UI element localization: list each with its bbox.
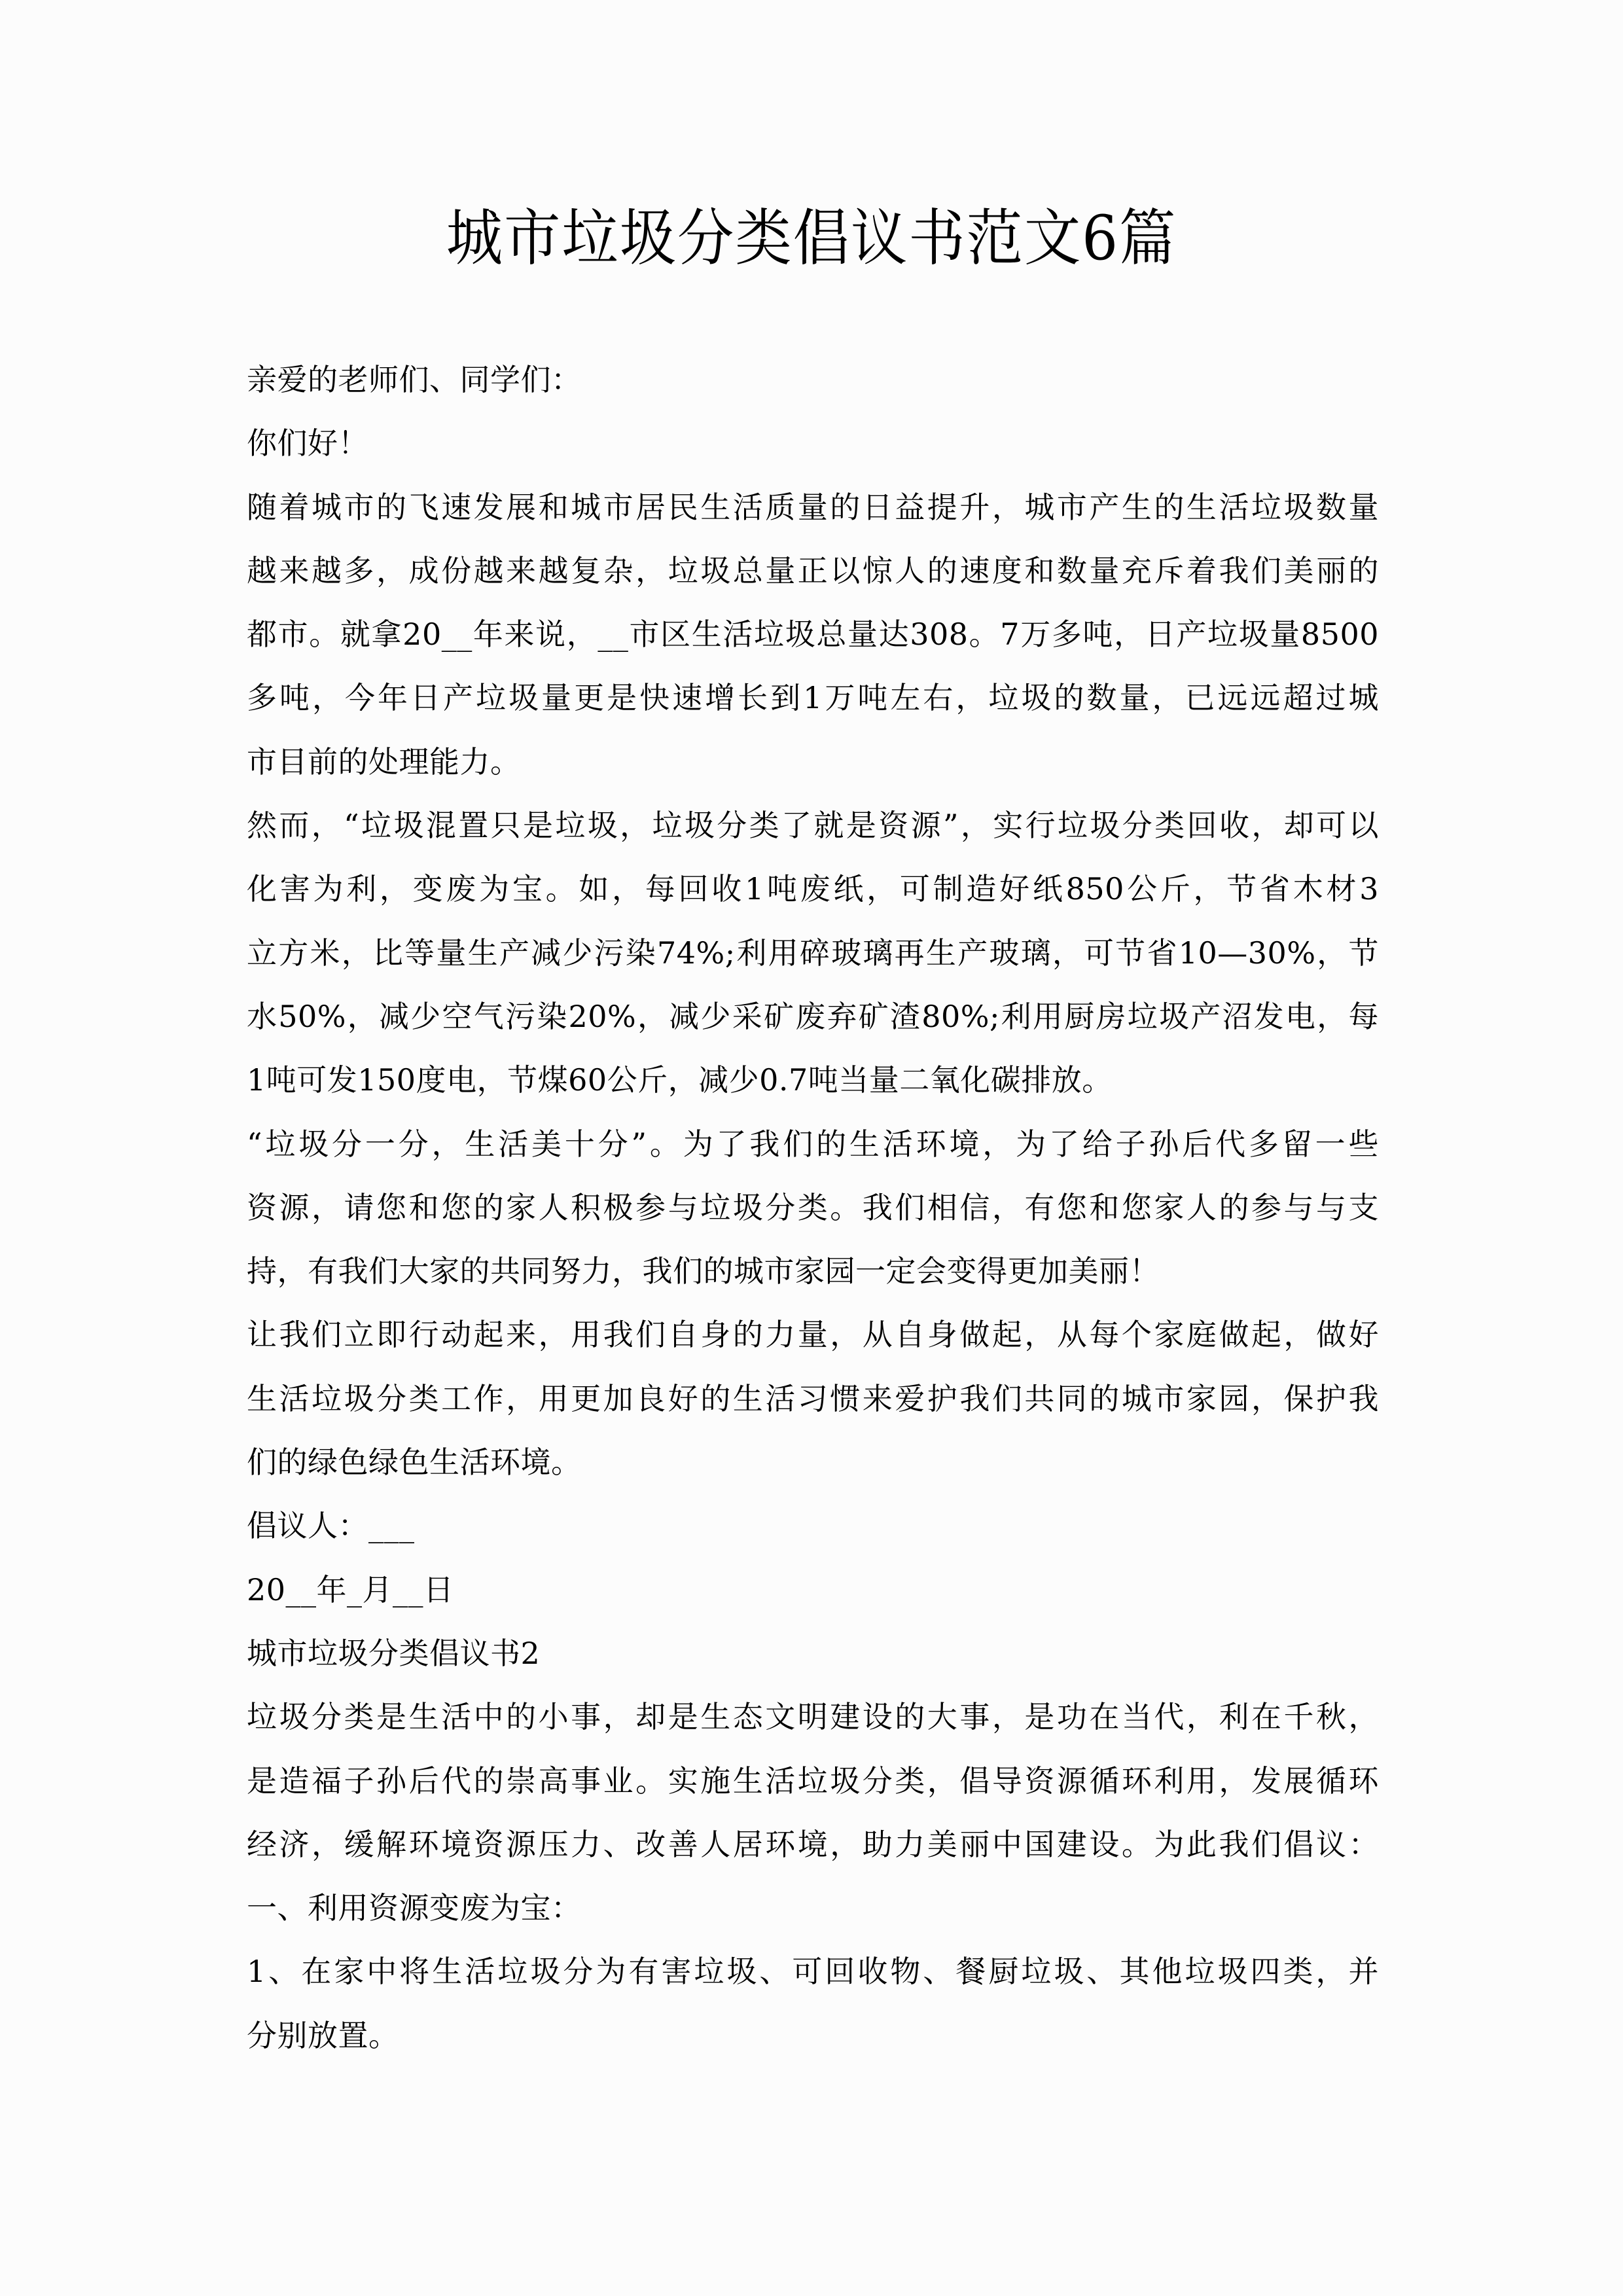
- document-body: [247, 348, 1379, 2068]
- paragraph-line: 市目前的处理能力。: [247, 744, 521, 780]
- subheading-line: 一、利用资源变废为宝：: [247, 1890, 582, 1926]
- paragraph-line: 越来越多，成份越来越复杂，垃圾总量正以惊人的速度和数量充斥着我们美丽的: [247, 552, 1379, 588]
- paragraph-line: “垃圾分一分，生活美十分”。为了我们的生活环境，为了给子孙后代多留一些: [247, 1126, 1379, 1162]
- list-item-line: 分别放置。: [247, 2017, 399, 2053]
- signature-line: 倡议人：___: [247, 1508, 415, 1544]
- paragraph-line: 随着城市的飞速发展和城市居民生活质量的日益提升，城市产生的生活垃圾数量: [247, 489, 1379, 525]
- paragraph-line: 资源，请您和您的家人积极参与垃圾分类。我们相信，有您和您家人的参与与支: [247, 1189, 1379, 1225]
- list-item-line: 1、在家中将生活垃圾分为有害垃圾、可回收物、餐厨垃圾、其他垃圾四类，并: [247, 1954, 1379, 1990]
- paragraph-line: 是造福子孙后代的崇高事业。实施生活垃圾分类，倡导资源循环利用，发展循环: [247, 1763, 1379, 1799]
- date-line: 20__年_月__日: [247, 1571, 454, 1607]
- paragraph-line: 持，有我们大家的共同努力，我们的城市家园一定会变得更加美丽！: [247, 1253, 1160, 1289]
- paragraph-line: 垃圾分类是生活中的小事，却是生态文明建设的大事，是功在当代，利在千秋，: [247, 1699, 1379, 1735]
- paragraph-line: 们的绿色绿色生活环境。: [247, 1444, 582, 1480]
- paragraph-line: 化害为利，变废为宝。如，每回收1吨废纸，可制造好纸850公斤，节省木材3: [247, 871, 1379, 907]
- paragraph-line: 水50%，减少空气污染20%，减少采矿废弃矿渣80%;利用厨房垃圾产沼发电，每: [247, 998, 1379, 1034]
- salutation-line: 亲爱的老师们、同学们：: [247, 362, 582, 397]
- paragraph-line: 多吨，今年日产垃圾量更是快速增长到1万吨左右，垃圾的数量，已远远超过城: [247, 680, 1379, 716]
- paragraph-line: 经济，缓解环境资源压力、改善人居环境，助力美丽中国建设。为此我们倡议：: [247, 1826, 1379, 1862]
- paragraph-line: 生活垃圾分类工作，用更加良好的生活习惯来爱护我们共同的城市家园，保护我: [247, 1380, 1379, 1416]
- greeting-line: 你们好！: [247, 425, 368, 461]
- paragraph-line: 让我们立即行动起来，用我们自身的力量，从自身做起，从每个家庭做起，做好: [247, 1317, 1379, 1353]
- paragraph-line: 1吨可发150度电，节煤60公斤，减少0.7吨当量二氧化碳排放。: [247, 1062, 1113, 1098]
- document-title: 城市垃圾分类倡议书范文6篇: [446, 203, 1177, 274]
- paragraph-line: 立方米，比等量生产减少污染74%;利用碎玻璃再生产玻璃，可节省10—30%，节: [247, 935, 1379, 971]
- paragraph-line: 都市。就拿20__年来说，__市区生活垃圾总量达308。7万多吨，日产垃圾量8500: [247, 617, 1379, 653]
- paragraph-line: 然而，“垃圾混置只是垃圾，垃圾分类了就是资源”，实行垃圾分类回收，却可以: [247, 808, 1379, 844]
- section-heading: 城市垃圾分类倡议书2: [247, 1635, 541, 1671]
